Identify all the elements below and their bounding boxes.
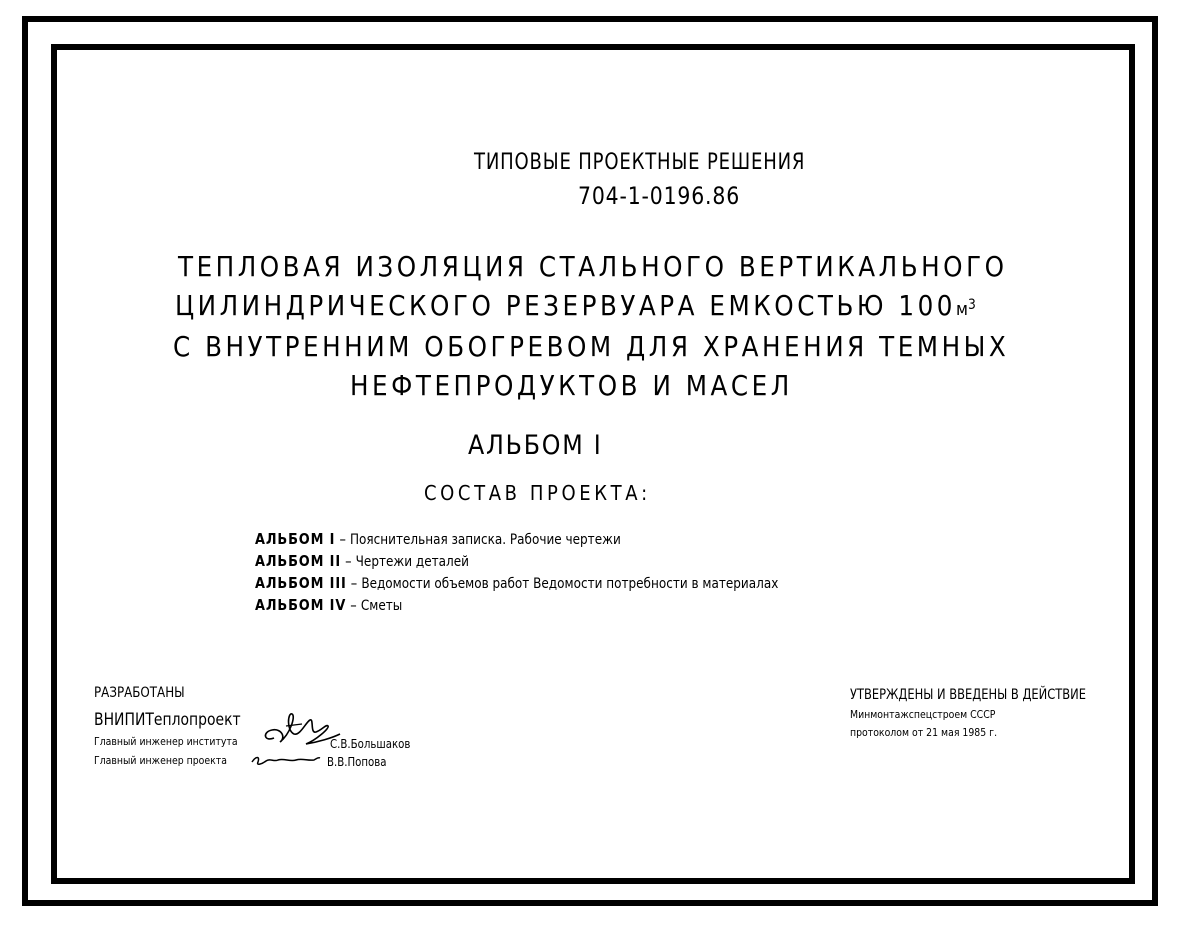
- approval-organization: Минмонтажспецстроем СССР: [850, 708, 996, 721]
- developer-label: РАЗРАБОТАНЫ: [94, 685, 185, 701]
- series-code: 704-1-0196.86: [578, 182, 741, 210]
- series-title: ТИПОВЫЕ ПРОЕКТНЫЕ РЕШЕНИЯ: [474, 150, 806, 175]
- album-description: Сметы: [360, 598, 403, 614]
- chief-engineer-project-name: В.В.Попова: [327, 755, 387, 769]
- chief-engineer-institute-role: Главный инженер института: [94, 735, 238, 748]
- album-number: АЛЬБОМ IV: [255, 596, 347, 614]
- album-number: АЛЬБОМ III: [255, 574, 347, 592]
- album-number: АЛЬБОМ II: [255, 552, 341, 570]
- main-title-line-1: ТЕПЛОВАЯ ИЗОЛЯЦИЯ СТАЛЬНОГО ВЕРТИКАЛЬНОГО: [178, 250, 1008, 283]
- developer-organization: ВНИПИТеплопроект: [94, 710, 241, 730]
- album-number: АЛЬБОМ I: [255, 530, 336, 548]
- signature-institute-engineer: [256, 708, 346, 752]
- volume-unit-superscript: 3: [967, 297, 976, 313]
- composition-heading: СОСТАВ ПРОЕКТА:: [424, 481, 651, 505]
- approval-label: УТВЕРЖДЕНЫ И ВВЕДЕНЫ В ДЕЙСТВИЕ: [850, 687, 1087, 703]
- album-heading: АЛЬБОМ I: [468, 430, 603, 461]
- chief-engineer-institute-name: С.В.Большаков: [330, 737, 411, 751]
- album-description: Пояснительная записка. Рабочие чертежи: [350, 532, 621, 548]
- main-title-line-2: [175, 289, 976, 322]
- album-list: [255, 530, 864, 618]
- main-title-line-4: НЕФТЕПРОДУКТОВ И МАСЕЛ: [350, 369, 793, 402]
- signature-project-engineer: [250, 752, 322, 768]
- album-list-item: АЛЬБОМ III – Ведомости объемов работ Ведомости потребности в материалах: [255, 574, 779, 592]
- album-list-item: АЛЬБОМ I – Пояснительная записка. Рабочие чертежи: [255, 530, 621, 548]
- main-title-line-3: С ВНУТРЕННИМ ОБОГРЕВОМ ДЛЯ ХРАНЕНИЯ ТЕМНЫХ: [173, 330, 1010, 363]
- volume-unit: м: [956, 299, 968, 320]
- album-description: Ведомости объемов работ Ведомости потребности в материалах: [361, 576, 779, 592]
- album-list-item: АЛЬБОМ IV – Сметы: [255, 596, 403, 614]
- main-title-line-2-text: ЦИЛИНДРИЧЕСКОГО РЕЗЕРВУАРА ЕМКОСТЬЮ 100: [175, 289, 956, 322]
- chief-engineer-project-role: Главный инженер проекта: [94, 754, 227, 767]
- approval-protocol: протоколом от 21 мая 1985 г.: [850, 726, 998, 739]
- album-list-item: АЛЬБОМ II – Чертежи деталей: [255, 552, 469, 570]
- album-description: Чертежи деталей: [355, 554, 469, 570]
